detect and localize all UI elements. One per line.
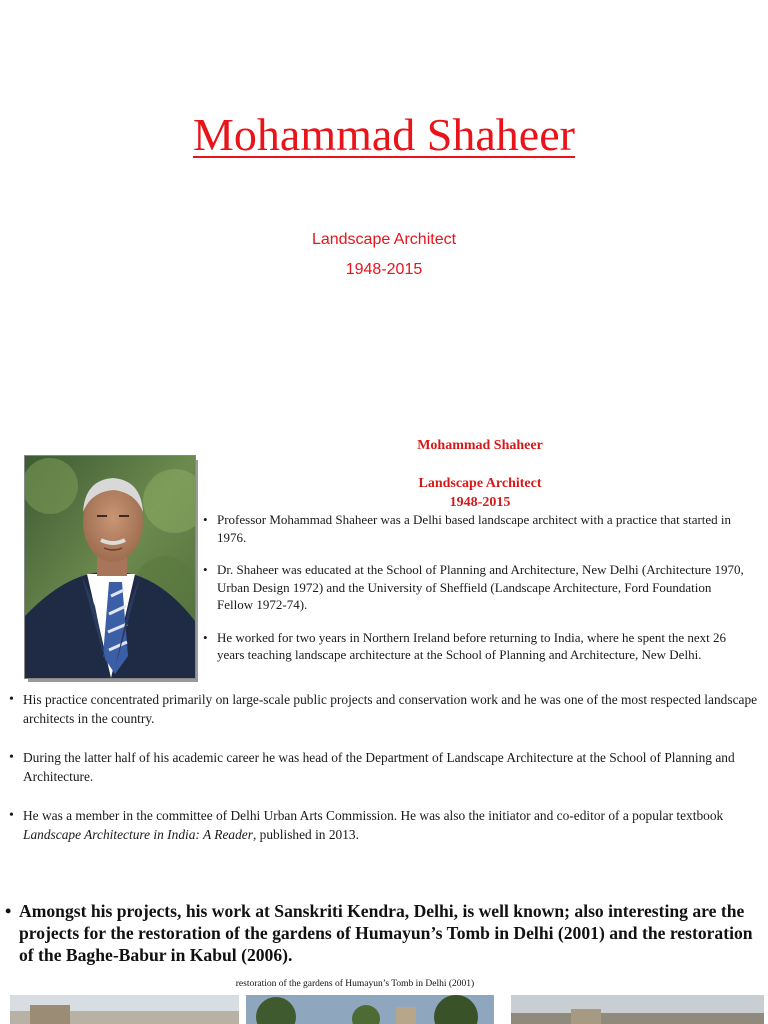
career-bullet-list [9, 690, 758, 864]
slide-years: 1948-2015 [449, 495, 511, 510]
career-bullet-item: • His practice concentrated primarily on large-scale public projects and conservation work and he was one of the most respected landscape architects in the country. [9, 692, 758, 726]
book-title: Landscape Architecture in India: A Reader [23, 827, 253, 842]
bio-bullet-item: • Professor Mohammad Shaheer was a Delhi based landscape architect with a practice that started in 1976. [203, 512, 732, 545]
projects-bullet-item: • Amongst his projects, his work at Sanskriti Kendra, Delhi, is well known; also interesting are the projects for the restoration of the gardens of Humayun’s Tomb in Delhi (2001) and the restoration of the Baghe-Babur in Kabul (2006). [5, 901, 753, 965]
career-bullet-item: • During the latter half of his academic career he was head of the Department of Landscape Architecture at the School of Planning and Architecture. [9, 750, 735, 784]
projects-bullet-list [5, 900, 764, 966]
image-caption: restoration of the gardens of Humayun’s Tomb in Delhi (2001) [235, 979, 475, 989]
bio-bullet-list [203, 511, 747, 679]
portrait-photo [24, 455, 196, 679]
project-photo-2 [246, 995, 494, 1024]
project-photo-3 [511, 995, 764, 1024]
career-bullet-item: • He was a member in the committee of Delhi Urban Arts Commission. He was also the initiator and co-editor of a popular textbook Landscape Architecture in India: A Reader, published in 2013. [9, 808, 724, 842]
subtitle-role: Landscape Architect [311, 231, 457, 248]
bio-bullet-item: • Dr. Shaheer was educated at the School of Planning and Architecture, New Delhi (Architecture 1970, Urban Design 1972) and the University of Sheffield (Landscape Architecture, Ford Foundation Fellow 1972-74). [203, 562, 744, 612]
project-photo-1 [10, 995, 239, 1024]
page-title: Mohammad Shaheer [193, 109, 575, 160]
slide-name: Mohammad Shaheer [417, 438, 543, 453]
bio-bullet-item: • He worked for two years in Northern Ireland before returning to India, where he spent the next 26 years teaching landscape architecture at the School of Planning and Architecture, New Delhi. [203, 629, 726, 662]
subtitle-years: 1948-2015 [345, 261, 423, 278]
slide-role: Landscape Architect [418, 476, 542, 491]
